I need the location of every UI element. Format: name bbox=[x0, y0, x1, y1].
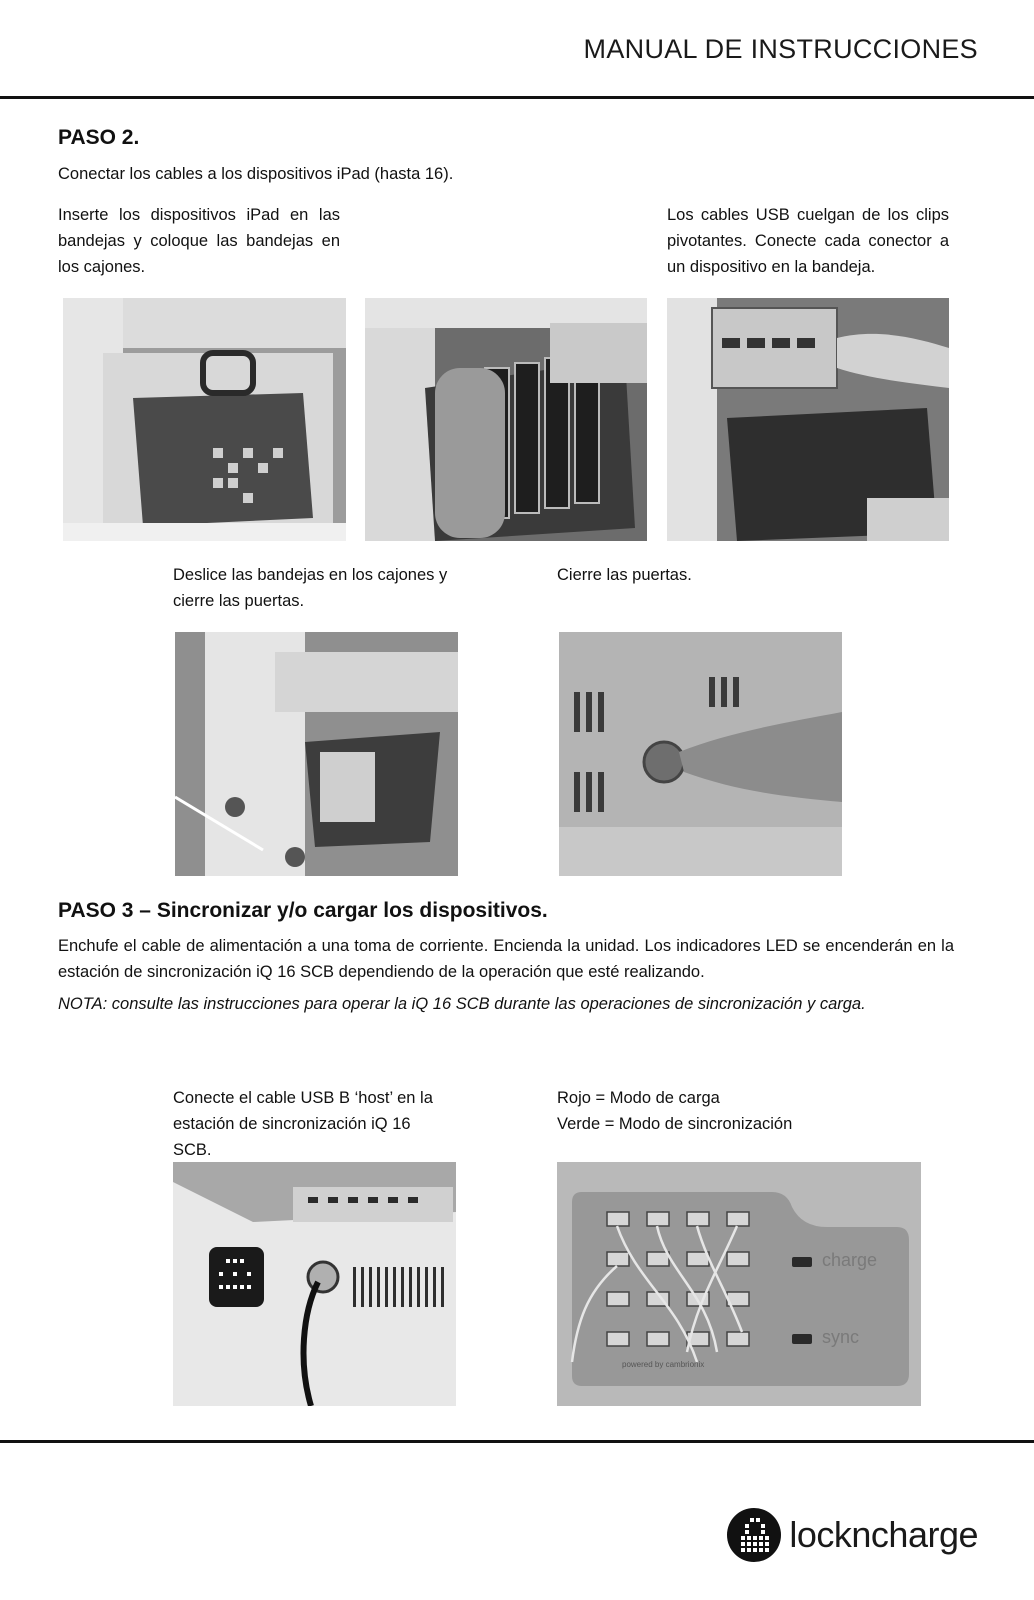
caption-usb-cables: Los cables USB cuelgan de los clips pivotantes. Conecte cada conector a un dispositivo en la bandeja. bbox=[667, 206, 949, 276]
step3-note: NOTA: consulte las instrucciones para operar la iQ 16 SCB durante las operaciones de sincronización y carga. bbox=[58, 995, 866, 1013]
panel-charge-label: charge bbox=[822, 1250, 878, 1270]
document-title: MANUAL DE INSTRUCCIONES bbox=[583, 34, 978, 64]
photo-cart-open bbox=[175, 632, 458, 876]
caption-insert-ipads: Inserte los dispositivos iPad en las bandejas y coloque las bandejas en los cajones. bbox=[58, 206, 340, 276]
photo-sync-station bbox=[667, 298, 949, 541]
caption-close-doors: Cierre las puertas. bbox=[557, 566, 692, 584]
photo-tray-in-drawer bbox=[63, 298, 346, 541]
step3-heading: PASO 3 – Sincronizar y/o cargar los dispositivos. bbox=[58, 899, 548, 922]
panel-brand-label: powered by cambrionix bbox=[622, 1360, 705, 1369]
legend-red: Rojo = Modo de carga bbox=[557, 1089, 720, 1107]
photo-cables-connected bbox=[365, 298, 647, 541]
brand-logo bbox=[727, 1508, 978, 1562]
step2-heading: PASO 2. bbox=[58, 126, 140, 149]
step3-body: Enchufe el cable de alimentación a una toma de corriente. Encienda la unidad. Los indicadores LED se encenderán en la estación de sincronización iQ 16 SCB dependiendo de la operación que esté realizando. bbox=[58, 937, 954, 981]
photo-led-panel bbox=[557, 1162, 921, 1406]
caption-connect-usb: Conecte el cable USB B ‘host’ en la estación de sincronización iQ 16 SCB. bbox=[173, 1089, 433, 1159]
step2-intro: Conectar los cables a los dispositivos iPad (hasta 16). bbox=[58, 165, 454, 183]
footer-divider bbox=[0, 1440, 1034, 1443]
header-divider bbox=[0, 96, 1034, 99]
photo-key-lock bbox=[559, 632, 842, 876]
caption-slide-trays: Deslice las bandejas en los cajones y cierre las puertas. bbox=[173, 566, 448, 610]
panel-sync-label: sync bbox=[822, 1327, 860, 1347]
legend-green: Verde = Modo de sincronización bbox=[557, 1115, 793, 1133]
lock-icon bbox=[727, 1508, 781, 1562]
brand-wordmark: lockncharge bbox=[789, 1514, 978, 1555]
photo-usb-host-port bbox=[173, 1162, 456, 1406]
